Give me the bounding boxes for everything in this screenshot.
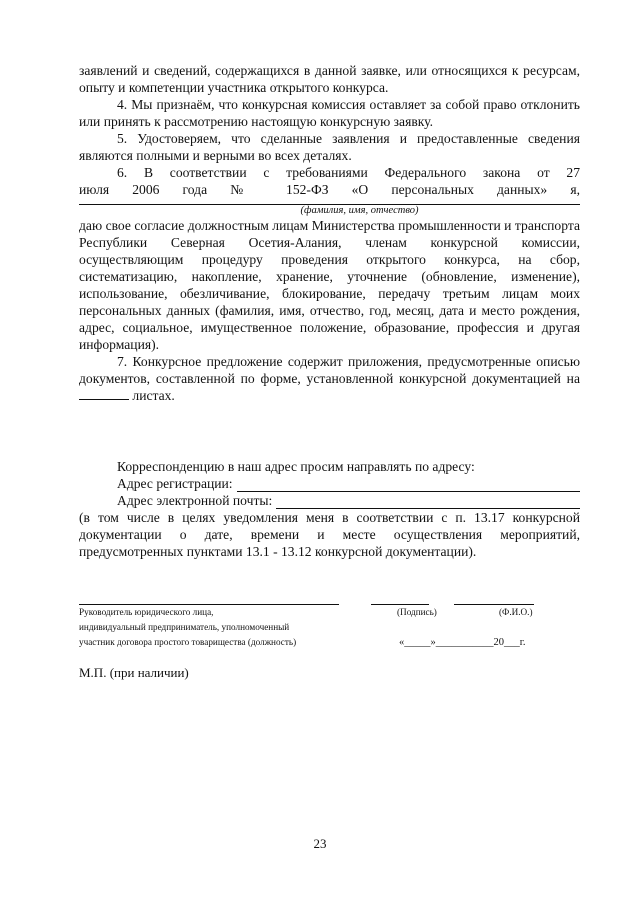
paragraph-6-line-1: 6. В соответствии с требованиями Федерального закона от 27 bbox=[117, 165, 580, 180]
paragraph-6-line-2: июля 2006 года № 152-ФЗ «О персональных данных» я, bbox=[79, 182, 580, 197]
page-number: 23 bbox=[313, 836, 327, 851]
correspondence-intro-row bbox=[79, 458, 580, 475]
sheet-count-blank bbox=[79, 388, 129, 400]
stamp-note: М.П. (при наличии) bbox=[79, 665, 189, 680]
registration-address-field bbox=[237, 479, 580, 492]
role-caption-line-1: Руководитель юридического лица, bbox=[79, 607, 214, 617]
fio-blank-line bbox=[79, 198, 580, 205]
email-address-field bbox=[276, 496, 580, 509]
signature-block bbox=[79, 596, 580, 656]
fio-caption-signature: (Ф.И.О.) bbox=[499, 607, 533, 617]
fio-signature-line bbox=[454, 604, 534, 605]
email-address-row bbox=[79, 492, 580, 509]
role-caption-line-2: индивидуальный предприниматель, уполномоченный bbox=[79, 622, 290, 632]
document-body bbox=[79, 62, 580, 404]
paragraph-continuation: заявлений и сведений, содержащихся в данной заявке, или относящихся к ресурсам, опыту и компетенции участника открытого конкурса. bbox=[79, 63, 580, 95]
signature-caption: (Подпись) bbox=[397, 607, 437, 617]
paragraph-5: 5. Удостоверяем, что сделанные заявления и предоставленные сведения являются полными и верными во всех деталях. bbox=[79, 131, 580, 163]
registration-address-row bbox=[79, 475, 580, 492]
correspondence-intro: Корреспонденцию в наш адрес просим направлять по адресу: bbox=[117, 459, 475, 474]
signature-line bbox=[371, 604, 429, 605]
role-caption-line-3: участник договора простого товарищества (должность) bbox=[79, 637, 297, 647]
position-line bbox=[79, 604, 339, 605]
paragraph-7 bbox=[79, 353, 580, 404]
date-field: «_____»___________20___г. bbox=[399, 637, 526, 648]
fio-caption: (фамилия, имя, отчество) bbox=[300, 205, 419, 216]
paragraph-7-text: 7. Конкурсное предложение содержит приложения, предусмотренные описью документов, составленной по форме, установленной конкурсной документацией на bbox=[79, 354, 580, 386]
email-address-label: Адрес электронной почты: bbox=[117, 493, 273, 508]
paragraph-4: 4. Мы признаём, что конкурсная комиссия оставляет за собой право отклонить или принять к рассмотрению настоящую конкурсную заявку. bbox=[79, 97, 580, 129]
registration-address-label: Адрес регистрации: bbox=[117, 476, 233, 491]
paragraph-7-end: листах. bbox=[132, 388, 175, 403]
paragraph-6-body: даю свое согласие должностным лицам Министерства промышленности и транспорта Республики Северная Осетия-Алания, членам конкурсной комиссии, осуществляющим процедуру проведения открытого конкурса, на сбор, систематизацию, накопление, хранение, уточнение (обновление, изменение), использование, обезличивание, блокирование, передачу третьим лицам моих персональных данных (фамилия, имя, отчество, год, месяц, дата и место рождения, адрес, социальное, имущественное положение, образование, профессия и другая информация). bbox=[79, 218, 580, 352]
correspondence-section bbox=[79, 458, 580, 560]
correspondence-note: (в том числе в целях уведомления меня в соответствии с п. 13.17 конкурсной документации о дате, времени и месте осуществления мероприятий, предусмотренных пунктами 13.1 - 13.12 конкурсной документации). bbox=[79, 510, 580, 559]
